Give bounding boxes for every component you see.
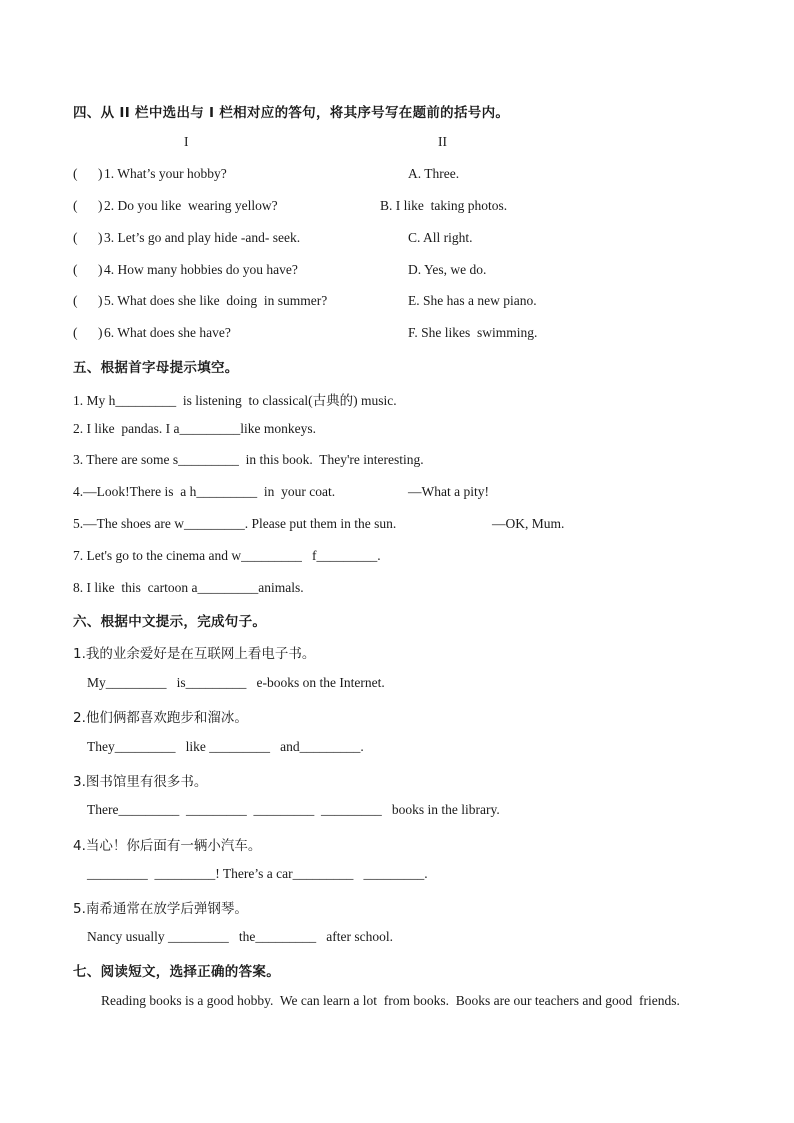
translation-answer-1[interactable]: My_________ is_________ e-books on the Internet.	[87, 675, 385, 690]
section4-heading: 四、从 II 栏中选出与 I 栏相对应的答句，将其序号写在题前的括号内。	[73, 105, 510, 121]
question-5: 5. What does she like doing in summer?	[104, 293, 328, 308]
fill-blank-4[interactable]: 4.—Look!There is a h_________ in your coat.	[73, 484, 336, 499]
section5-heading: 五、根据首字母提示填空。	[73, 360, 239, 376]
answer-b: B. I like taking photos.	[380, 198, 508, 213]
fill-blank-3[interactable]: 3. There are some s_________ in this book. They're interesting.	[73, 452, 424, 467]
column-i-header: I	[184, 134, 189, 149]
column-ii-header: II	[438, 134, 447, 149]
fill-blank-2[interactable]: 2. I like pandas. I a_________like monkeys.	[73, 421, 316, 436]
answer-e: E. She has a new piano.	[408, 293, 537, 308]
section7-heading: 七、阅读短文，选择正确的答案。	[73, 964, 280, 980]
translation-prompt-5: 5.南希通常在放学后弹钢琴。	[73, 901, 248, 917]
answer-f: F. She likes swimming.	[408, 325, 538, 340]
translation-prompt-1: 1.我的业余爱好是在互联网上看电子书。	[73, 646, 316, 662]
fill-blank-7[interactable]: 7. Let's go to the cinema and w_________ f_________.	[73, 548, 381, 563]
translation-answer-3[interactable]: There_________ _________ _________ _________ books in the library.	[87, 802, 500, 817]
translation-prompt-4: 4.当心！你后面有一辆小汽车。	[73, 838, 262, 854]
translation-answer-4[interactable]: _________ _________! There’s a car_________ _________.	[87, 866, 428, 881]
fill-blank-8[interactable]: 8. I like this cartoon a_________animals.	[73, 580, 304, 595]
answer-c: C. All right.	[408, 230, 473, 245]
question-1: 1. What’s your hobby?	[104, 166, 227, 181]
translation-prompt-2: 2.他们俩都喜欢跑步和溜冰。	[73, 710, 248, 726]
fill-blank-5-reply: —OK, Mum.	[492, 516, 565, 531]
answer-a: A. Three.	[408, 166, 460, 181]
question-3: 3. Let’s go and play hide -and- seek.	[104, 230, 301, 245]
question-4: 4. How many hobbies do you have?	[104, 262, 298, 277]
question-2: 2. Do you like wearing yellow?	[104, 198, 278, 213]
reading-passage: Reading books is a good hobby. We can learn a lot from books. Books are our teachers and good friends.	[101, 993, 680, 1008]
fill-blank-5[interactable]: 5.—The shoes are w_________. Please put them in the sun.	[73, 516, 397, 531]
translation-answer-5[interactable]: Nancy usually _________ the_________ after school.	[87, 929, 393, 944]
section6-heading: 六、根据中文提示，完成句子。	[73, 614, 267, 630]
fill-blank-1[interactable]: 1. My h_________ is listening to classical(古典的) music.	[73, 393, 397, 408]
translation-answer-2[interactable]: They_________ like _________ and_________.	[87, 739, 364, 754]
question-6: 6. What does she have?	[104, 325, 231, 340]
worksheet-page: 四、从 II 栏中选出与 I 栏相对应的答句，将其序号写在题前的括号内。 I II ( ) 1. What’s your hobby? A. Three. ( ) 2. Do you like wearing yellow? B. I like taking photos. ( ) 3. Let’s go and play hide -and- seek. C. All right. ( ) 4. How many hobbies do you have? D. Yes, we do. ( ) 5. What does she like doing in summer? E. She has a new piano. ( ) 6. What does she have? F. She likes swimming. 五、根据首字母提示填空。 1. My h_________ is listening to classical(古典的) music. 2. I like pandas. I a_________like monkeys. 3. There are some s_________ in this book. They're interesting. 4.—Look!There is a h_________ in your coat. —What a pity! 5.—The shoes are w_________. Please put them in the sun. —OK, Mum. 7. Let's go to the cinema and w_________ f_________. 8. I like this cartoon a_________animals. 六、根据中文提示，完成句子。 1.我的业余爱好是在互联网上看电子书。 My_________ is_________ e-books on the Internet. 2.他们俩都喜欢跑步和溜冰。 They_________ like _________ and_________. 3.图书馆里有很多书。 There_________ _________ _________ _________ books in the library. 4.当心！你后面有一辆小汽车。 _________ _________! There’s a car_________ _________. 5.南希通常在放学后弹钢琴。 Nancy usually _________ the_________ after school. 七、阅读短文，选择正确的答案。 Reading books is a good hobby. We can learn a lot from books. Books are our teachers and good friends.	[0, 0, 794, 1123]
fill-blank-4-reply: —What a pity!	[408, 484, 489, 499]
translation-prompt-3: 3.图书馆里有很多书。	[73, 774, 208, 790]
answer-d: D. Yes, we do.	[408, 262, 487, 277]
